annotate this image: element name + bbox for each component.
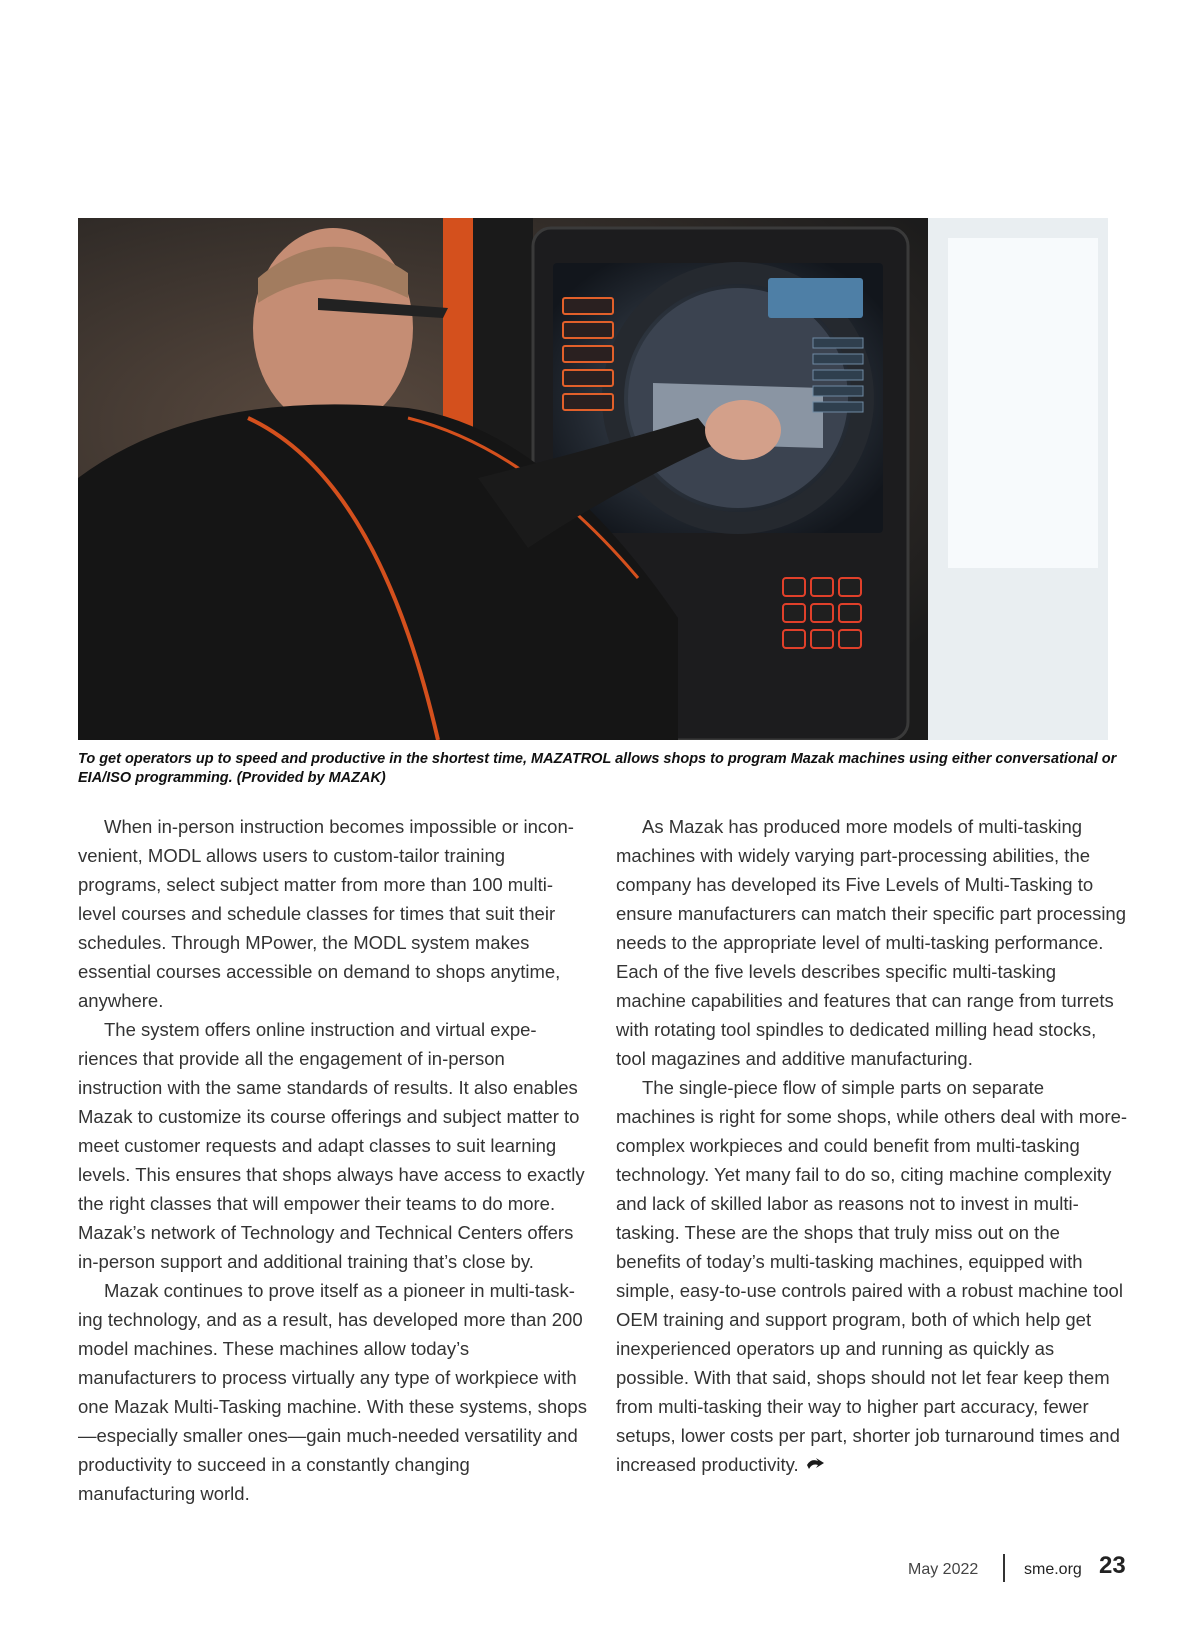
left-column: [78, 812, 590, 1508]
paragraph: As Mazak has produced more models of multi-tasking machines with widely varying part-processing abilities, the company has developed its Five Levels of Multi-Tasking to ensure manufacturers can match their specific part processing needs to the appropriate level of multi-tasking performance. Each of the five levels describes specific multi-tasking machine capabilities and features that can range from turrets with rotating tool spindles to dedicated milling head stocks, tool magazines and additive manufacturing.: [616, 816, 1127, 1069]
paragraph-last: [616, 1073, 1128, 1479]
sme-end-of-article-icon: [805, 1457, 825, 1473]
operator-at-cnc-control-panel-icon: [78, 218, 1108, 740]
paragraph: When in-person instruction becomes impossible or inconvenient, MODL allows users to custom-tailor training programs, select subject matter from more than 100 multi-level courses and schedule classes for times that suit their schedules. Through MPower, the MODL system makes essential courses accessible on demand to shops anytime, anywhere.: [78, 816, 574, 1011]
photo-caption: To get operators up to speed and productive in the shortest time, MAZATROL allows shops to program Mazak machines using either conversational or EIA/ISO programming. (Provided by MAZAK): [78, 751, 1117, 786]
issue-date: May 2022: [908, 1561, 979, 1578]
right-column: [616, 812, 1128, 1479]
article-photo: [78, 218, 1108, 740]
paragraph-text: The single-piece flow of simple parts on separate machines is right for some shops, while others deal with more-complex workpieces and could benefit from multi-tasking technology. Yet many fail to do so, citing machine complexity and lack of skilled labor as reasons not to invest in multi-tasking. These are the shops that truly miss out on the benefits of today’s multi-tasking machines, equipped with simple, easy-to-use controls paired with a robust machine tool OEM training and support program, both of which help get inexperienced operators up and running as quickly as possible. With that said, shops should not let fear keep them from multi-tasking their way to higher part accuracy, fewer setups, lower costs per part, shorter job turnaround times and increased productivity.: [616, 1077, 1128, 1475]
paragraph: The system offers online instruction and virtual experiences that provide all the engagement of in-person instruction with the same standards of results. It also enables Mazak to customize its course offerings and subject matter to meet customer requests and adapt classes to suit learning levels. This ensures that shops always have access to exactly the right classes that will empower their teams to do more. Mazak’s network of Technology and Technical Centers offers in-person support and additional training that’s close by.: [78, 1019, 585, 1272]
website-link[interactable]: sme.org: [1024, 1561, 1082, 1578]
page-number: 23: [1099, 1552, 1126, 1579]
paragraph: Mazak continues to prove itself as a pioneer in multi-tasking technology, and as a result, has developed more than 200 model machines. These machines allow today’s manufacturers to process virtually any type of workpiece with one Mazak Multi-Tasking machine. With these systems, shops—especially smaller ones—gain much-needed versatility and productivity to succeed in a constantly changing manufacturing world.: [78, 1280, 587, 1504]
page-footer: [900, 1552, 1130, 1586]
footer-divider: [1003, 1554, 1005, 1582]
